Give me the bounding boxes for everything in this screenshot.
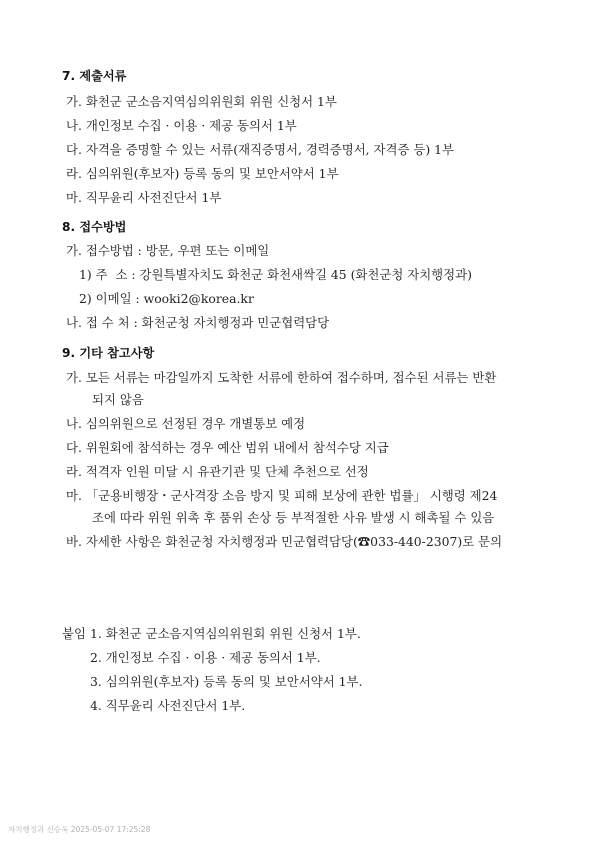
section-9-item-ga-cont: 되지 않음 xyxy=(92,392,144,407)
section-9-item-ba: 바. 자세한 사항은 화천군청 자치행정과 민군협력담당(☎033-440-2307)로 문의 xyxy=(66,534,503,549)
section-8-item-ga: 가. 접수방법 : 방문, 우편 또는 이메일 xyxy=(66,243,270,258)
section-9-item-ma-cont: 조에 따라 위원 위촉 후 품위 손상 등 부적절한 사유 발생 시 해촉될 수 있음 xyxy=(92,510,495,525)
section-9-item-da: 다. 위원회에 참석하는 경우 예산 범위 내에서 참석수당 지급 xyxy=(66,440,389,455)
section-9-item-ga: 가. 모든 서류는 마감일까지 도착한 서류에 한하여 접수하며, 접수된 서류는 반환 xyxy=(66,370,497,385)
section-7-item-ra: 라. 심의위원(후보자) 등록 동의 및 보안서약서 1부 xyxy=(66,166,339,181)
section-8-email: 2) 이메일 : wooki2@korea.kr xyxy=(79,291,254,306)
section-7-item-ga: 가. 화천군 군소음지역심의위원회 위원 신청서 1부 xyxy=(66,94,337,109)
footer-stamp: 자치행정과 신승욱 2025-05-07 17:25:28 xyxy=(8,825,151,834)
attachment-2: 2. 개인정보 수집 · 이용 · 제공 동의서 1부. xyxy=(90,650,321,665)
section-8-address: 1) 주 소 : 강원특별자치도 화천군 화천새싹길 45 (화천군청 자치행정과) xyxy=(79,267,472,282)
section-9-item-ma: 마. 「군용비행장・군사격장 소음 방지 및 피해 보상에 관한 법률」 시행령 제24 xyxy=(66,488,498,503)
section-8-heading: 8. 접수방법 xyxy=(62,220,127,234)
attachment-3: 3. 심의위원(후보자) 등록 동의 및 보안서약서 1부. xyxy=(90,674,363,689)
attachment-1: 1. 화천군 군소음지역심의위원회 위원 신청서 1부. xyxy=(90,626,361,641)
section-7-heading: 7. 제출서류 xyxy=(62,69,127,83)
section-7-item-na: 나. 개인정보 수집 · 이용 · 제공 동의서 1부 xyxy=(66,118,297,133)
section-9-heading: 9. 기타 참고사항 xyxy=(62,346,155,360)
section-8-item-na: 나. 접 수 처 : 화천군청 자치행정과 민군협력담당 xyxy=(66,315,330,330)
section-7-item-da: 다. 자격을 증명할 수 있는 서류(재직증명서, 경력증명서, 자격증 등) 1부 xyxy=(66,142,454,157)
section-7-item-ma: 마. 직무윤리 사전진단서 1부 xyxy=(66,190,222,205)
section-9-item-ra: 라. 적격자 인원 미달 시 유관기관 및 단체 추천으로 선정 xyxy=(66,464,369,479)
attachment-4: 4. 직무윤리 사전진단서 1부. xyxy=(90,698,246,713)
section-9-item-na: 나. 심의위원으로 선정된 경우 개별통보 예정 xyxy=(66,416,306,431)
attachments-label: 붙임 xyxy=(62,626,86,641)
